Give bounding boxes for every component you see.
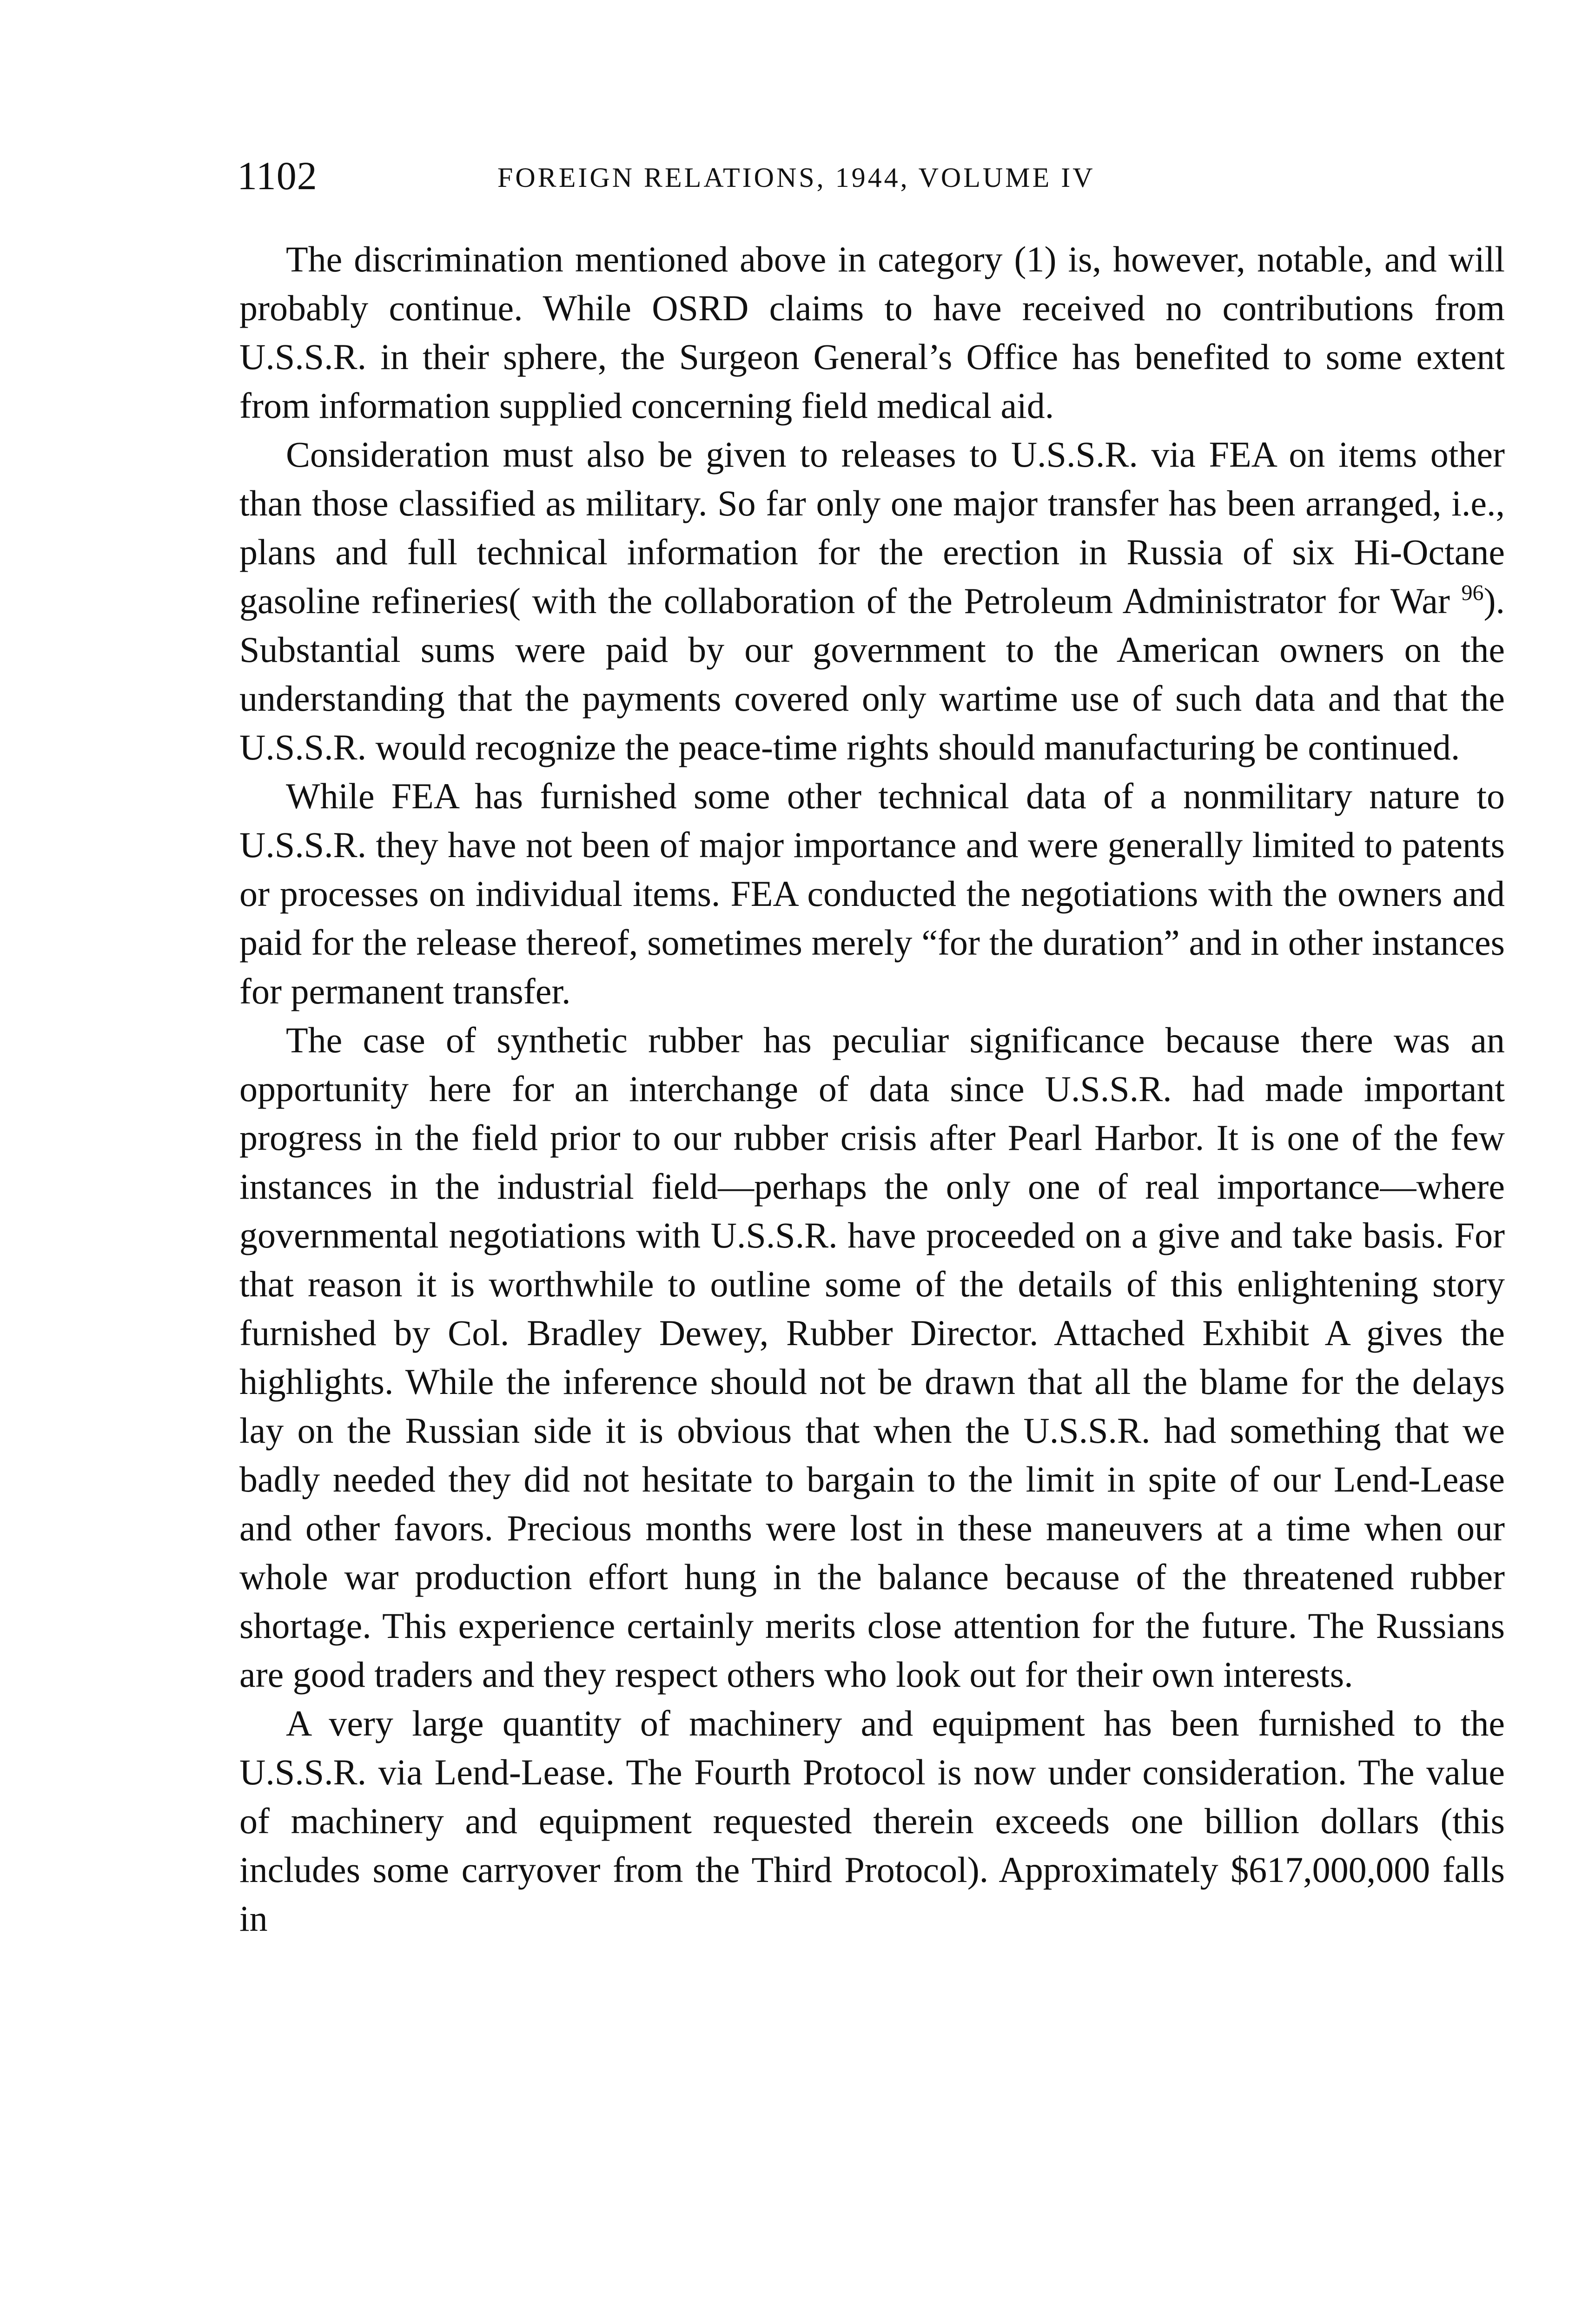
page-number: 1102: [237, 153, 318, 198]
paragraph-fea-releases: [239, 430, 1505, 772]
footnote-reference[interactable]: 96: [1461, 581, 1484, 605]
paragraph-machinery-equipment: A very large quantity of machinery and equipment has been furnished to the U.S.S.R. via Lend-Lease. The Fourth Protocol is now under consideration. The value of machinery and equipment requested therein exceeds one billion dollars (this includes some carryover from the Third Protocol). Approximately $617,000,000 falls in: [239, 1703, 1505, 1939]
paragraph-synthetic-rubber: The case of synthetic rubber has peculiar significance because there was an opportunity here for an interchange of data since U.S.S.R. had made important progress in the field prior to our rubber crisis after Pearl Harbor. It is one of the few instances in the industrial field—perhaps the only one of real importance—where governmental negotiations with U.S.S.R. have proceeded on a give and take basis. For that reason it is worthwhile to outline some of the details of this enlightening story furnished by Col. Bradley Dewey, Rubber Director. Attached Exhibit A gives the highlights. While the inference should not be drawn that all the blame for the delays lay on the Russian side it is obvious that when the U.S.S.R. had something that we badly needed they did not hesitate to bargain to the limit in spite of our Lend-Lease and other favors. Precious months were lost in these maneuvers at a time when our whole war production effort hung in the balance because of the threatened rubber shortage. This experience certainly merits close attention for the future. The Russians are good traders and they respect others who look out for their own interests.: [239, 1020, 1505, 1695]
paragraph-discrimination: The discrimination mentioned above in category (1) is, however, notable, and will probably continue. While OSRD claims to have received no contributions from U.S.S.R. in their sphere, the Surgeon General’s Office has benefited to some extent from information supplied concerning field medical aid.: [239, 239, 1505, 426]
paragraph-fea-releases-continued: ). Substantial sums were paid by our government to the American owners on the understanding that the payments covered only wartime use of such data and that the U.S.S.R. would recognize the peace-time rights should manufacturing be continued.: [239, 581, 1505, 767]
paragraph-fea-releases-text: Consideration must also be given to releases to U.S.S.R. via FEA on items other than those classified as military. So far only one major transfer has been arranged, i.e., plans and full technical information for the erection in Russia of six Hi-Octane gasoline refineries( with the collaboration of the Petroleum Administrator for War: [239, 434, 1505, 621]
paragraph-nonmilitary-data: While FEA has furnished some other technical data of a nonmilitary nature to U.S.S.R. they have not been of major importance and were generally limited to patents or processes on individual items. FEA conducted the negotiations with the owners and paid for the release thereof, sometimes merely “for the duration” and in other instances for permanent transfer.: [239, 776, 1505, 1011]
running-head: FOREIGN RELATIONS, 1944, VOLUME IV: [497, 162, 1095, 193]
page-header: [237, 152, 1353, 208]
body-text: [239, 235, 1505, 1943]
